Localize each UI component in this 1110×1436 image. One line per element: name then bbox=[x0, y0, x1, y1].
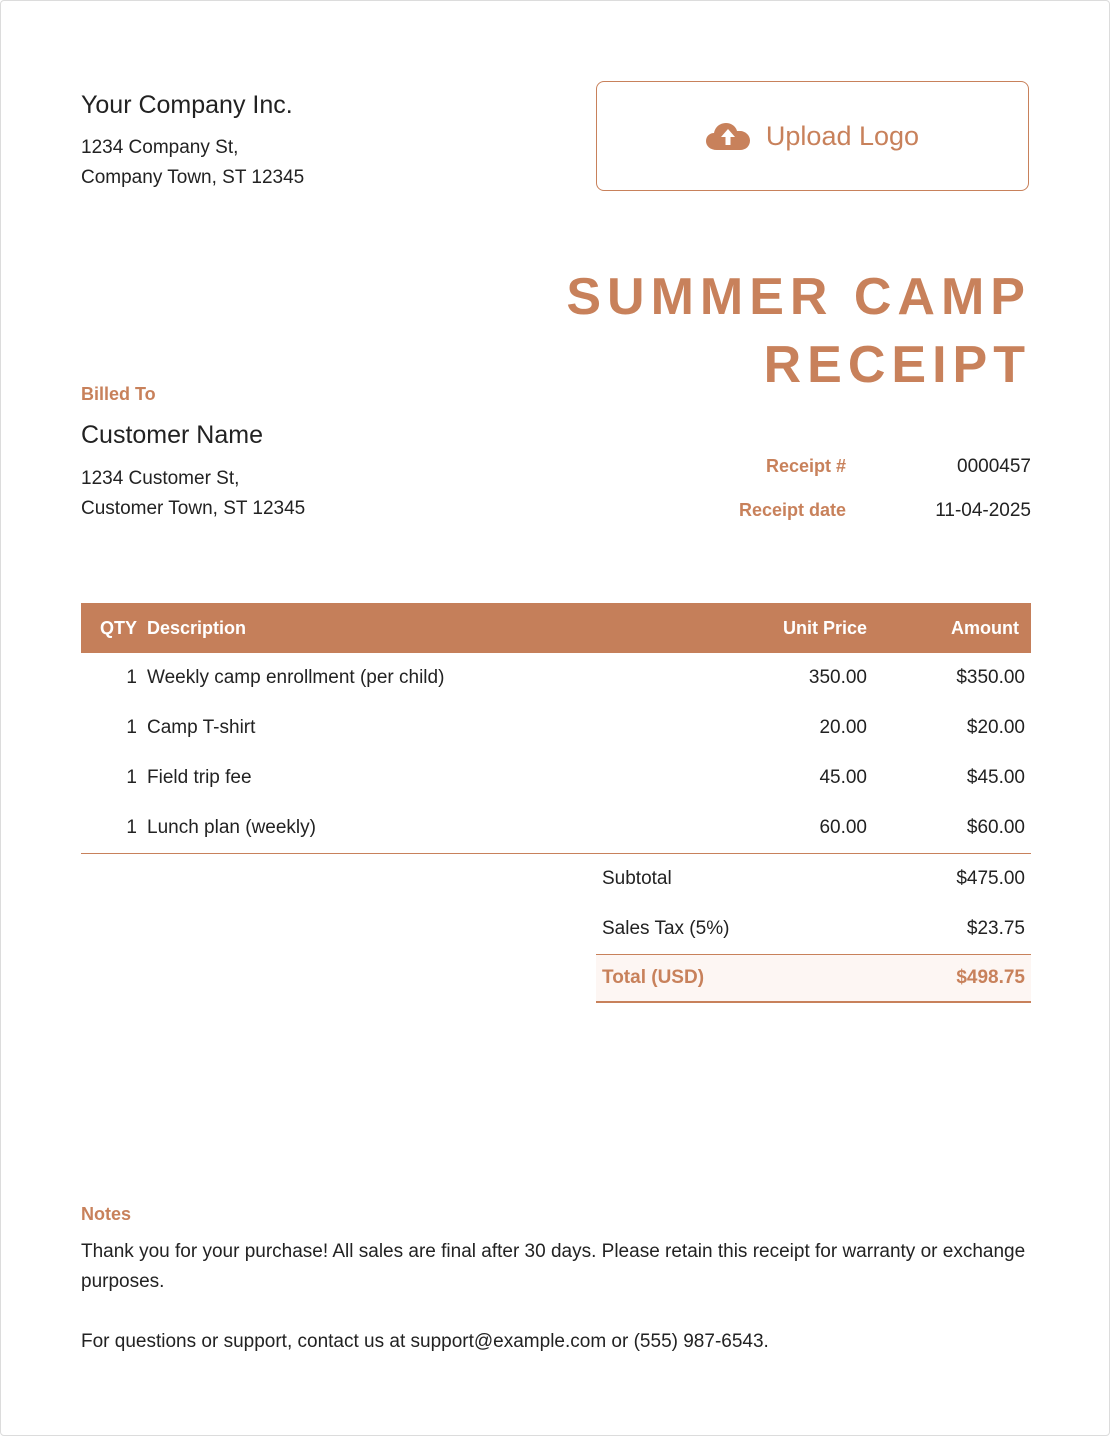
receipt-number-label: Receipt # bbox=[765, 456, 846, 476]
subtotal-row bbox=[596, 854, 1031, 904]
customer-address-line1: 1234 Customer St, bbox=[81, 468, 240, 489]
row-amount: $20.00 bbox=[966, 717, 1025, 738]
row-description: Weekly camp enrollment (per child) bbox=[147, 667, 445, 688]
row-qty: 1 bbox=[126, 667, 137, 688]
receipt-title-line1: SUMMER CAMP bbox=[566, 268, 1031, 326]
items-table bbox=[81, 603, 1031, 854]
subtotal-label: Subtotal bbox=[602, 868, 672, 889]
table-row bbox=[81, 653, 1031, 703]
tax-label: Sales Tax (5%) bbox=[602, 918, 730, 939]
company-address bbox=[81, 133, 304, 193]
customer-address-line2: Customer Town, ST 12345 bbox=[81, 498, 306, 519]
row-amount: $60.00 bbox=[869, 803, 1031, 854]
table-row bbox=[81, 703, 1031, 753]
receipt-number: 0000457 bbox=[957, 456, 1031, 477]
table-row bbox=[81, 803, 1031, 854]
totals-table bbox=[596, 854, 1031, 1003]
tax-value: $23.75 bbox=[966, 918, 1025, 939]
notes-label: Notes bbox=[81, 1204, 132, 1224]
row-unit-price: 20.00 bbox=[819, 717, 867, 738]
receipt-title bbox=[566, 263, 1031, 399]
total-row bbox=[596, 955, 1031, 1003]
row-unit-price: 45.00 bbox=[819, 767, 867, 788]
company-address-line1: 1234 Company St, bbox=[81, 137, 239, 158]
row-unit-price: 60.00 bbox=[717, 803, 869, 854]
company-name: Your Company Inc. bbox=[81, 91, 293, 119]
table-row bbox=[81, 753, 1031, 803]
header-description: Description bbox=[147, 617, 247, 638]
row-amount: $350.00 bbox=[956, 667, 1025, 688]
contact-text: For questions or support, contact us at support@example.com or (555) 987-6543. bbox=[81, 1331, 769, 1352]
row-description: Field trip fee bbox=[147, 767, 252, 788]
billed-to-label: Billed To bbox=[81, 384, 156, 404]
row-description: Camp T-shirt bbox=[147, 717, 256, 738]
upload-logo-button[interactable] bbox=[596, 81, 1029, 191]
customer-address bbox=[81, 464, 305, 524]
row-qty: 1 bbox=[126, 767, 137, 788]
company-address-line2: Company Town, ST 12345 bbox=[81, 167, 305, 188]
row-amount: $45.00 bbox=[966, 767, 1025, 788]
receipt-date: 11-04-2025 bbox=[935, 500, 1031, 521]
tax-row bbox=[596, 904, 1031, 955]
header-amount: Amount bbox=[951, 617, 1019, 638]
header-qty: QTY bbox=[99, 617, 137, 638]
notes-text: Thank you for your purchase! All sales are final after 30 days. Please retain this receipt for warranty or exchange purposes. bbox=[81, 1241, 1026, 1292]
row-qty: 1 bbox=[81, 803, 147, 854]
total-label: Total (USD) bbox=[596, 955, 875, 1003]
row-description: Lunch plan (weekly) bbox=[147, 803, 717, 854]
row-qty: 1 bbox=[126, 717, 137, 738]
total-value: $498.75 bbox=[875, 955, 1031, 1003]
header-unit-price: Unit Price bbox=[782, 617, 867, 638]
customer-name: Customer Name bbox=[81, 421, 263, 449]
items-table-header bbox=[81, 603, 1031, 653]
cloud-upload-icon bbox=[706, 121, 750, 151]
receipt-date-label: Receipt date bbox=[738, 500, 846, 520]
subtotal-value: $475.00 bbox=[956, 868, 1025, 889]
receipt-title-line2: RECEIPT bbox=[763, 336, 1031, 394]
row-unit-price: 350.00 bbox=[808, 667, 867, 688]
upload-logo-label: Upload Logo bbox=[765, 120, 920, 151]
